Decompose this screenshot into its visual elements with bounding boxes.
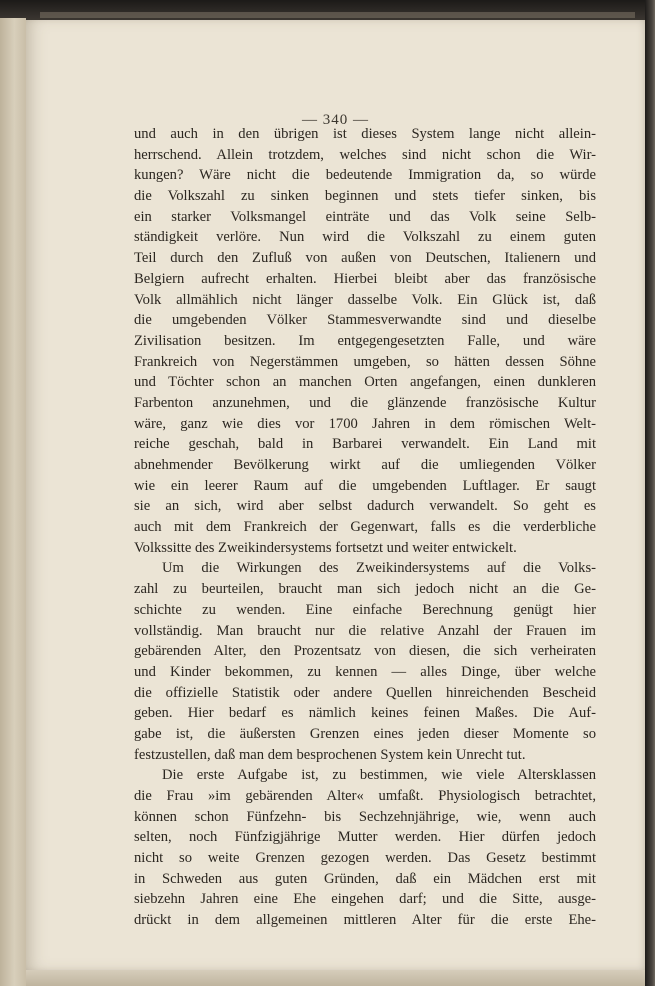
text-line: gabe ist, die äußersten Grenzen eines jeden dieser Momente so	[134, 725, 596, 742]
text-line: können schon Fünfzehn- bis Sechzehnjährige, wie, wenn auch	[134, 808, 596, 825]
text-line: ständigkeit verlöre. Nun wird die Volkszahl zu einem guten	[134, 229, 596, 246]
text-line: kungen? Wäre nicht die bedeutende Immigration da, so würde	[134, 167, 596, 184]
text-line: Teil durch den Zufluß von außen von Deutschen, Italienern und	[134, 250, 596, 267]
text-line: gebärenden Alter, den Prozentsatz von diesen, die sich verheiraten	[134, 643, 596, 660]
text-line: Belgiern aufrecht erhalten. Hierbei bleibt aber das französische	[134, 270, 596, 287]
text-line: die Volkszahl zu sinken beginnen und stets tiefer sinken, bis	[134, 188, 596, 205]
text-line: die offizielle Statistik oder andere Quellen hinreichenden Bescheid	[134, 684, 596, 701]
text-line: selten, noch Fünfzigjährige Mutter werden. Hier dürfen jedoch	[134, 829, 596, 846]
book-right-edge	[645, 0, 655, 986]
text-line: herrschend. Allein trotzdem, welches sind nicht schon die Wir-	[134, 146, 596, 163]
book-spine-edge	[0, 18, 26, 986]
text-line: die Frau »im gebärenden Alter« umfaßt. Physiologisch betrachtet,	[134, 788, 596, 804]
text-line: Frankreich von Negerstämmen umgeben, so hätten dessen Söhne	[134, 353, 596, 370]
text-line: wäre, ganz wie dies vor 1700 Jahren in dem römischen Welt-	[134, 415, 596, 432]
text-line: Volk allmählich nicht länger dasselbe Volk. Ein Glück ist, daß	[134, 291, 596, 308]
text-line: Die erste Aufgabe ist, zu bestimmen, wie viele Altersklassen	[162, 767, 596, 784]
text-line: und auch in den übrigen ist dieses System lange nicht allein-	[134, 126, 596, 142]
text-line: Farbenton anzunehmen, und die glänzende französische Kultur	[134, 394, 596, 411]
text-line: festzustellen, daß man dem besprochenen System kein Unrecht tut.	[134, 746, 526, 763]
page-number: — 340 —	[302, 112, 369, 128]
text-line: Volkssitte des Zweikindersystems fortsetzt und weiter entwickelt.	[134, 539, 517, 556]
text-line: ein starker Volksmangel einträte und das Volk seine Selb-	[134, 208, 596, 225]
text-line: Zivilisation besitzen. Im entgegengesetzten Falle, und wäre	[134, 332, 596, 349]
text-line: Um die Wirkungen des Zweikindersystems auf die Volks-	[162, 560, 596, 577]
text-line: drückt in dem allgemeinen mittleren Alter für die erste Ehe-	[134, 912, 596, 929]
text-line: siebzehn Jahren eine Ehe eingehen darf; und die Sitte, ausge-	[134, 891, 596, 908]
text-line: vollständig. Man braucht nur die relative Anzahl der Frauen im	[134, 622, 596, 639]
binding-strip	[40, 12, 635, 18]
text-line: wie ein leerer Raum auf die umgebenden Luftlager. Er saugt	[134, 477, 596, 494]
book-bottom-edge	[26, 970, 645, 986]
text-line: in Schweden aus guten Gründen, daß ein Mädchen erst mit	[134, 870, 596, 887]
book-top-edge	[0, 0, 655, 20]
body-text	[134, 124, 596, 931]
text-line: zahl zu beurteilen, braucht man sich jedoch nicht an die Ge-	[134, 581, 596, 598]
text-line: die umgebenden Völker Stammesverwandte sind und dieselbe	[134, 312, 596, 329]
text-line: nicht so weite Grenzen gezogen werden. Das Gesetz bestimmt	[134, 850, 596, 867]
text-line: geben. Hier bedarf es nämlich keines feinen Maßes. Die Auf-	[134, 705, 596, 722]
text-line: und Töchter schon an manchen Orten angefangen, einen dunkleren	[134, 374, 596, 391]
text-line: reiche geschah, bald in Barbarei verwandelt. Ein Land mit	[134, 436, 596, 453]
text-line: abnehmender Bevölkerung wirkt auf die umliegenden Völker	[134, 457, 596, 473]
text-line: schichte zu wenden. Eine einfache Berechnung genügt hier	[134, 601, 596, 618]
text-line: sie an sich, wird aber selbst dadurch verwandelt. So geht es	[134, 498, 596, 515]
text-line: auch mit dem Frankreich der Gegenwart, falls es die verderbliche	[134, 519, 596, 536]
text-line: und Kinder bekommen, zu kennen — alles Dinge, über welche	[134, 663, 596, 680]
